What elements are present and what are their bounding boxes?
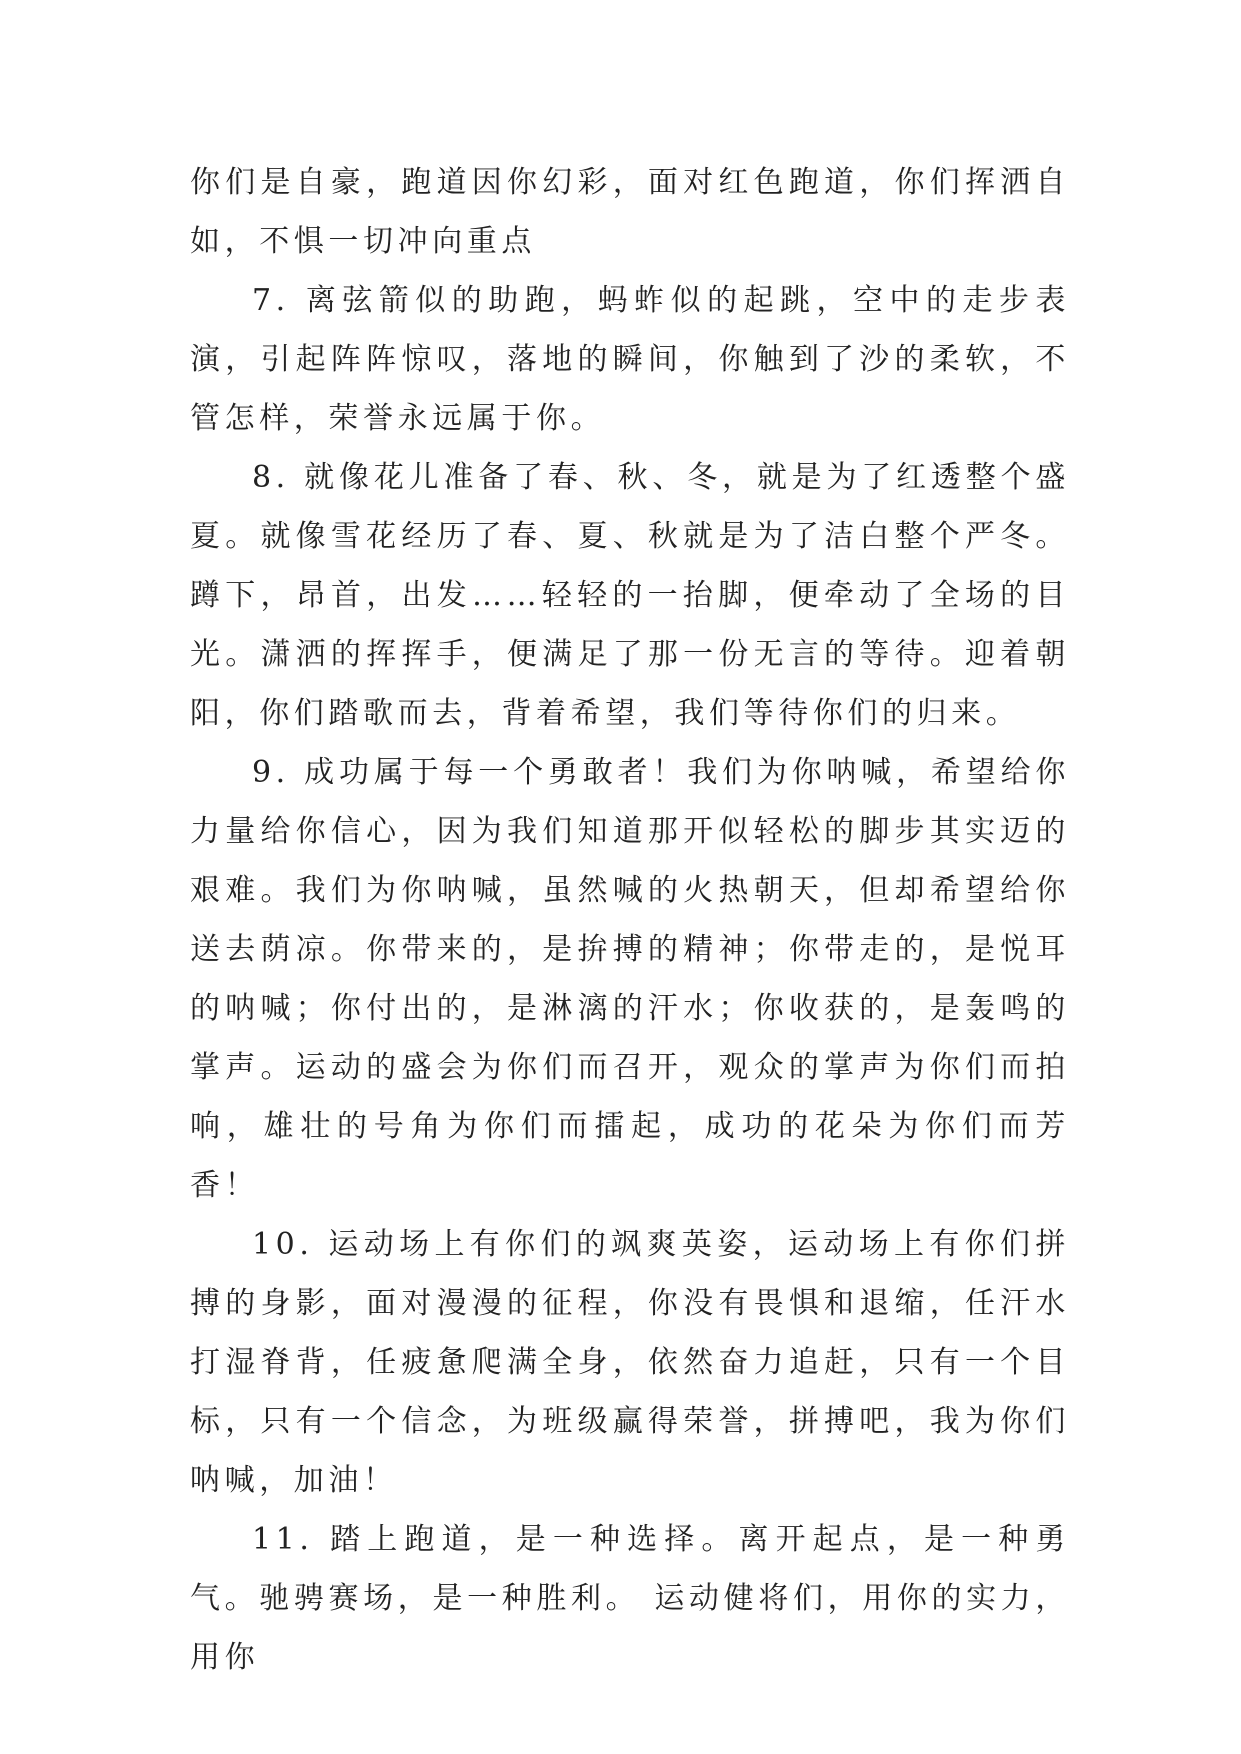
document-body <box>190 153 1070 1687</box>
paragraph-continuation: 你们是自豪，跑道因你幻彩，面对红色跑道，你们挥洒自如，不惧一切冲向重点 <box>190 165 1070 259</box>
paragraph-item-8: 8. 就像花儿准备了春、秋、冬，就是为了红透整个盛夏。就像雪花经历了春、夏、秋就是为了洁白整个严冬。蹲下，昂首，出发……轻轻的一抬脚，便牵动了全场的目光。潇洒的挥挥手，便满足了那一份无言的等待。迎着朝阳，你们踏歌而去，背着希望，我们等待你们的归来。 <box>190 460 1070 731</box>
paragraph-item-11: 11. 踏上跑道，是一种选择。离开起点，是一种勇气。驰骋赛场，是一种胜利。 运动健将们，用你的实力，用你 <box>190 1522 1070 1675</box>
paragraph-item-9: 9. 成功属于每一个勇敢者！我们为你呐喊，希望给你力量给你信心，因为我们知道那开似轻松的脚步其实迈的艰难。我们为你呐喊，虽然喊的火热朝天，但却希望给你送去荫凉。你带来的，是拚搏的精神；你带走的，是悦耳的呐喊；你付出的，是淋漓的汗水；你收获的，是轰鸣的掌声。运动的盛会为你们而召开，观众的掌声为你们而拍响，雄壮的号角为你们而擂起，成功的花朵为你们而芳香！ <box>190 755 1070 1203</box>
paragraph-item-7: 7. 离弦箭似的助跑，蚂蚱似的起跳，空中的走步表演，引起阵阵惊叹，落地的瞬间，你触到了沙的柔软，不管怎样，荣誉永远属于你。 <box>190 283 1070 436</box>
paragraph-item-10: 10. 运动场上有你们的飒爽英姿，运动场上有你们拼搏的身影，面对漫漫的征程，你没有畏惧和退缩，任汗水打湿脊背，任疲惫爬满全身，依然奋力追赶，只有一个目标，只有一个信念，为班级赢得荣誉，拼搏吧，我为你们呐喊，加油！ <box>190 1227 1070 1498</box>
